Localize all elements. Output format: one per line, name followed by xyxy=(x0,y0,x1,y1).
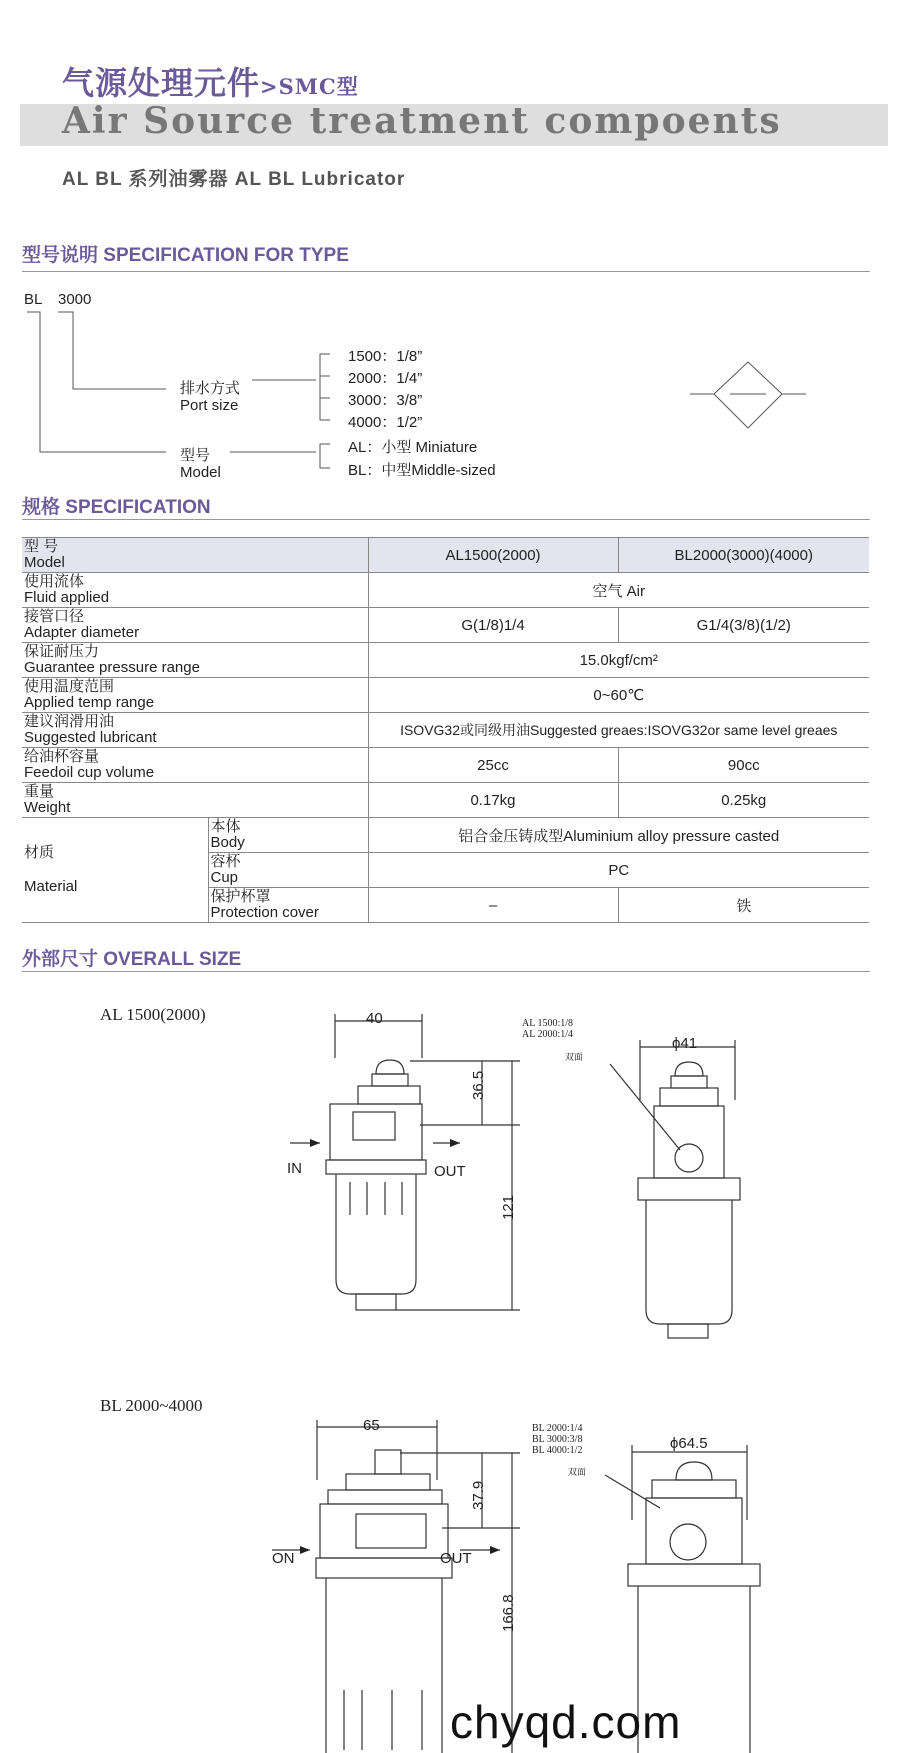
material-key-en: Material xyxy=(24,878,78,895)
spec-value: 铝合金压铸成型Aluminium alloy pressure casted xyxy=(368,818,869,853)
bl-side-note: 双面 xyxy=(568,1467,587,1477)
spec-value-al: – xyxy=(368,888,618,923)
bl-height-top: 37.9 xyxy=(470,1480,487,1510)
spec-key-en: Model xyxy=(24,554,65,571)
size-section-heading: 外部尺寸 OVERALL SIZE xyxy=(22,949,242,970)
bl-diameter: ϕ64.5 xyxy=(670,1435,708,1452)
spec-value: ISOVG32或同级用油Suggested greaes:ISOVG32or same level greaes xyxy=(368,713,869,748)
model-bl: BL2000(3000)(4000) xyxy=(618,538,869,573)
table-row xyxy=(22,678,869,713)
table-row xyxy=(22,643,869,678)
model-option: BL：中型Middle-sized xyxy=(348,462,496,479)
spec-value-bl: 铁 xyxy=(618,888,869,923)
spec-key-cn: 建议润滑用油 xyxy=(24,713,115,730)
spec-key-cn: 重量 xyxy=(24,783,55,800)
code-prefix: BL xyxy=(24,291,43,308)
divider xyxy=(22,519,870,520)
spec-key-cn: 型 号 xyxy=(24,538,59,555)
spec-value-al: G(1/8)1/4 xyxy=(368,608,618,643)
spec-key-en: Fluid applied xyxy=(24,589,110,606)
port-option: 2000：1/4” xyxy=(348,370,423,387)
port-option: 1500：1/8” xyxy=(348,348,423,365)
bl-port-note: BL 2000:1/4 xyxy=(532,1423,583,1434)
al-side-note: 双面 xyxy=(565,1052,584,1062)
spec-value-al: 0.17kg xyxy=(368,783,618,818)
dimension-drawings xyxy=(0,990,898,1753)
table-row xyxy=(22,818,869,853)
al-port-note: AL 1500:1/8 xyxy=(522,1018,574,1029)
spec-key-en: Protection cover xyxy=(210,904,319,921)
spec-key-cn: 本体 xyxy=(210,818,241,835)
spec-key-cn: 接管口径 xyxy=(24,608,85,625)
bl-inlet: ON xyxy=(272,1550,295,1567)
al-inlet: IN xyxy=(287,1160,302,1177)
bl-port-note: BL 3000:3/8 xyxy=(532,1434,583,1445)
table-row xyxy=(22,608,869,643)
spec-key-en: Applied temp range xyxy=(24,694,155,711)
spec-key-en: Suggested lubricant xyxy=(24,729,157,746)
table-row xyxy=(22,538,869,573)
watermark: chyqd.com xyxy=(450,1696,682,1748)
spec-key-cn: 容杯 xyxy=(210,853,241,870)
port-label-en: Port size xyxy=(180,397,239,414)
bl-height-total: 166.8 xyxy=(500,1594,517,1632)
spec-value: 15.0kgf/cm² xyxy=(368,643,869,678)
model-option: AL：小型 Miniature xyxy=(348,439,478,456)
spec-value-bl: G1/4(3/8)(1/2) xyxy=(618,608,869,643)
port-option: 3000：3/8” xyxy=(348,392,423,409)
al-height-total: 121 xyxy=(500,1194,517,1220)
bl-drawing-label: BL 2000~4000 xyxy=(100,1396,203,1415)
al-diameter: ϕ41 xyxy=(672,1035,698,1052)
cn-title-suffix: >SMC型 xyxy=(260,74,359,99)
spec-key-en: Guarantee pressure range xyxy=(24,659,200,676)
product-subtitle: AL BL 系列油雾器 AL BL Lubricator xyxy=(62,169,406,190)
spec-key-en: Adapter diameter xyxy=(24,624,140,641)
cn-title: 气源处理元件>SMC型 xyxy=(62,64,359,102)
bl-port-note: BL 4000:1/2 xyxy=(532,1445,583,1456)
spec-key-en: Cup xyxy=(210,869,239,886)
spec-value: PC xyxy=(368,853,869,888)
model-al: AL1500(2000) xyxy=(368,538,618,573)
port-option: 4000：1/2” xyxy=(348,414,423,431)
divider xyxy=(22,971,870,972)
bl-outlet: OUT xyxy=(440,1550,472,1567)
al-port-note: AL 2000:1/4 xyxy=(522,1029,574,1040)
spec-key-cn: 保护杯罩 xyxy=(210,888,271,905)
table-row xyxy=(22,573,869,608)
spec-value: 0~60℃ xyxy=(368,678,869,713)
spec-section-heading: 规格 SPECIFICATION xyxy=(22,497,211,518)
spec-value-al: 25cc xyxy=(368,748,618,783)
spec-table xyxy=(22,537,869,923)
al-drawing-label: AL 1500(2000) xyxy=(100,1005,206,1024)
spec-key-en: Body xyxy=(210,834,245,851)
model-label-cn: 型号 xyxy=(180,447,211,464)
table-row xyxy=(22,713,869,748)
material-key-cn: 材质 xyxy=(24,844,55,861)
spec-value-bl: 0.25kg xyxy=(618,783,869,818)
spec-key-cn: 给油杯容量 xyxy=(24,748,100,765)
table-row xyxy=(22,748,869,783)
en-title: Air Source treatment compoents xyxy=(62,100,782,142)
al-width: 40 xyxy=(366,1010,383,1027)
bl-width: 65 xyxy=(363,1417,380,1434)
code-size: 3000 xyxy=(58,291,92,308)
spec-key-en: Feedoil cup volume xyxy=(24,764,155,781)
type-section-heading: 型号说明 SPECIFICATION FOR TYPE xyxy=(22,245,349,266)
al-outlet: OUT xyxy=(434,1163,466,1180)
model-label-en: Model xyxy=(180,464,221,481)
spec-key-cn: 使用流体 xyxy=(24,573,85,590)
spec-key-cn: 保证耐压力 xyxy=(24,643,100,660)
spec-value-bl: 90cc xyxy=(618,748,869,783)
spec-value: 空气 Air xyxy=(368,573,869,608)
al-height-top: 36.5 xyxy=(470,1070,487,1100)
port-label-cn: 排水方式 xyxy=(180,380,241,397)
type-diagram-lines xyxy=(0,0,898,500)
spec-key-cn: 使用温度范围 xyxy=(24,678,115,695)
spec-key-en: Weight xyxy=(24,799,71,816)
table-row xyxy=(22,783,869,818)
